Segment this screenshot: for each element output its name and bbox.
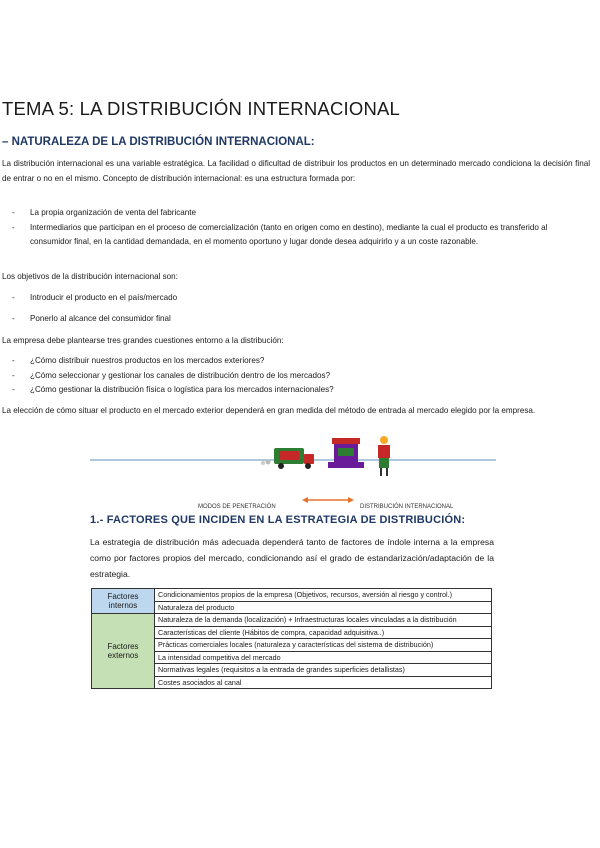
distribution-illustration (88, 434, 498, 514)
list-item: - La propia organización de venta del fabricante (12, 206, 590, 221)
table-cell: Naturaleza de la demanda (localización) + Infraestructuras locales vinculadas a la distribución (155, 614, 492, 627)
factores-externos-label: Factores externos (92, 614, 155, 689)
objectives-list (12, 291, 590, 332)
table-cell: Costes asociados al canal (155, 676, 492, 689)
double-arrow-icon (302, 497, 354, 503)
list-item: - ¿Cómo gestionar la distribución física o logística para los mercados internacionales? (12, 383, 590, 398)
list-item: - ¿Cómo distribuir nuestros productos en los mercados exteriores? (12, 354, 590, 369)
table-cell: Naturaleza del producto (155, 601, 492, 614)
questions-intro: La empresa debe plantearse tres grandes cuestiones entorno a la distribución: (2, 336, 284, 345)
section-heading-naturaleza: – NATURALEZA DE LA DISTRIBUCIÓN INTERNACIONAL: (2, 136, 315, 148)
questions-list (12, 354, 590, 398)
objectives-intro: Los objetivos de la distribución internacional son: (2, 272, 178, 281)
intro-paragraph: La distribución internacional es una variable estratégica. La facilidad o dificultad de distribuir los productos en un determinado mercado condiciona la decisión final de entrar o no en el mismo. Concepto de distribución internacional: es una estructura formada por: (2, 159, 590, 183)
table-cell: La intensidad competitiva del mercado (155, 651, 492, 664)
table-cell: Características del cliente (Hábitos de compra, capacidad adquisitiva..) (155, 626, 492, 639)
caption-modos-penetracion: MODOS DE PENETRACIÓN (198, 504, 276, 510)
person-icon (378, 436, 390, 476)
table-row (92, 614, 492, 627)
store-icon (328, 438, 364, 468)
list-item: - Intermediarios que participan en el proceso de comercialización (tanto en origen como en destino), mediante la cual el producto es transferido al consumidor final, en la cantidad demandada, en el momento oportuno y lugar donde desea adquirirlo y a un coste razonable. (12, 221, 590, 250)
list-item: - Introducir el producto en el país/mercado (12, 291, 590, 306)
list-item: - ¿Cómo seleccionar y gestionar los canales de distribución dentro de los mercados? (12, 369, 590, 384)
distribution-graphic (88, 434, 498, 504)
list-item: - Ponerlo al alcance del consumidor final (12, 312, 590, 327)
table-row (92, 589, 492, 602)
table-cell: Normativas legales (requisitos a la entrada de grandes superficies detallistas) (155, 664, 492, 677)
section-heading-factores: 1.- FACTORES QUE INCIDEN EN LA ESTRATEGIA DE DISTRIBUCIÓN: (90, 514, 466, 526)
factores-paragraph: La estrategia de distribución más adecuada dependerá tanto de factores de índole interna a la empresa como por factores propios del mercado, condicionando así el grado de estandarización/adaptación de la estrategia. (90, 537, 494, 579)
truck-icon (261, 448, 314, 469)
factors-table (91, 588, 492, 689)
table-cell: Condicionamientos propios de la empresa (Objetivos, recursos, aversión al riesgo y control.) (155, 589, 492, 602)
page-title: TEMA 5: LA DISTRIBUCIÓN INTERNACIONAL (2, 98, 401, 119)
closing-paragraph: La elección de cómo situar el producto en el mercado exterior dependerá en gran medida del método de entrada al mercado elegido por la empresa. (2, 406, 536, 415)
factores-internos-label: Factores internos (92, 589, 155, 614)
caption-distribucion-internacional: DISTRIBUCIÓN INTERNACIONAL (360, 504, 454, 510)
structure-list (12, 206, 590, 250)
table-cell: Prácticas comerciales locales (naturaleza y características del sistema de distribución) (155, 639, 492, 652)
